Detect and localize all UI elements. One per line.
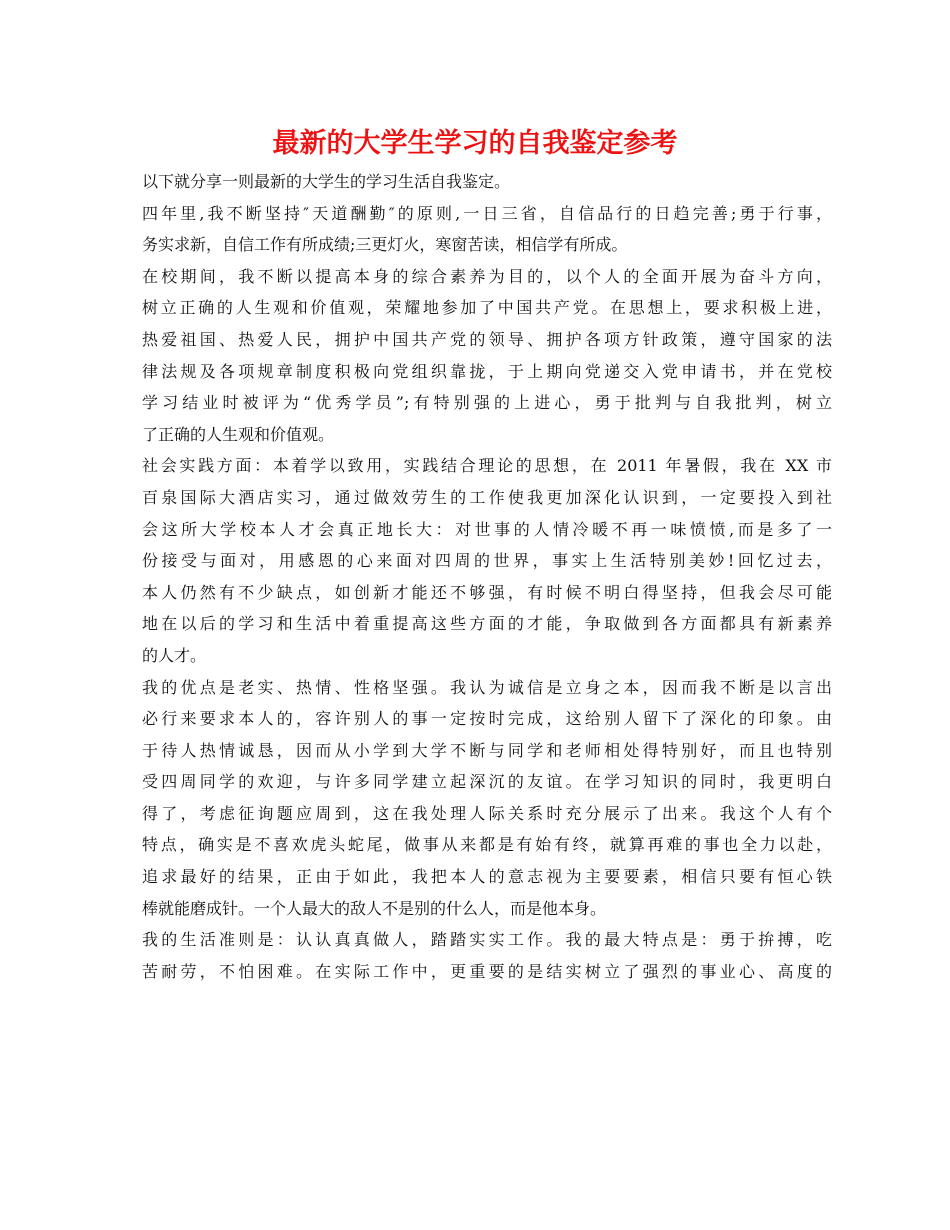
body-line: 四年里,我不断坚持″天道酬勤″的原则,一日三省，自信品行的日趋完善;勇于行事， bbox=[142, 203, 832, 223]
body-line: 在校期间，我不断以提高本身的综合素养为目的，以个人的全面开展为奋斗方向， bbox=[142, 266, 832, 286]
body-line: 律法规及各项规章制度积极向党组织靠拢，于上期向党递交入党申请书，并在党校 bbox=[142, 361, 832, 381]
body-line: 学习结业时被评为“优秀学员”;有特别强的上进心，勇于批判与自我批判，树立 bbox=[142, 393, 832, 413]
body-line: 必行来要求本人的，容许别人的事一定按时完成，这给别人留下了深化的印象。由 bbox=[142, 709, 832, 729]
body-line: 的人才。 bbox=[142, 645, 207, 665]
body-line: 会这所大学校本人才会真正地长大：对世事的人情冷暖不再一味愤愤,而是多了一 bbox=[142, 519, 832, 539]
body-line: 苦耐劳，不怕困难。在实际工作中，更重要的是结实树立了强烈的事业心、高度的 bbox=[142, 961, 832, 981]
body-line: 以下就分享一则最新的大学生的学习生活自我鉴定。 bbox=[142, 172, 511, 191]
body-line: 份接受与面对，用感恩的心来面对四周的世界，事实上生活特别美妙!回忆过去， bbox=[142, 551, 832, 571]
body-line: 热爱祖国、热爱人民，拥护中国共产党的领导、拥护各项方针政策，遵守国家的法 bbox=[142, 329, 832, 349]
body-line: 我的生活准则是：认认真真做人，踏踏实实工作。我的最大特点是：勇于拚搏，吃 bbox=[142, 930, 832, 950]
body-line: 于待人热情诚恳，因而从小学到大学不断与同学和老师相处得特别好，而且也特别 bbox=[142, 740, 832, 760]
body-line: 树立正确的人生观和价值观，荣耀地参加了中国共产党。在思想上，要求积极上进， bbox=[142, 298, 832, 318]
body-line: 务实求新，自信工作有所成绩;三更灯火，寒窗苦读，相信学有所成。 bbox=[142, 235, 628, 255]
body-line: 地在以后的学习和生活中着重提高这些方面的才能，争取做到各方面都具有新素养 bbox=[142, 614, 832, 634]
document-body bbox=[142, 166, 832, 987]
body-line: 本人仍然有不少缺点，如创新才能还不够强，有时候不明白得坚持，但我会尽可能 bbox=[142, 582, 832, 602]
body-line: 特点，确实是不喜欢虎头蛇尾，做事从来都是有始有终，就算再难的事也全力以赴， bbox=[142, 835, 832, 855]
body-line: 了正确的人生观和价值观。 bbox=[142, 424, 335, 444]
body-line: 追求最好的结果，正由于如此，我把本人的意志视为主要要素，相信只要有恒心铁 bbox=[142, 867, 832, 887]
document-title: 最新的大学生学习的自我鉴定参考 bbox=[272, 128, 678, 159]
body-line: 我的优点是老实、热情、性格坚强。我认为诚信是立身之本，因而我不断是以言出 bbox=[142, 677, 832, 697]
body-line: 棒就能磨成针。一个人最大的敌人不是别的什么人，而是他本身。 bbox=[142, 898, 607, 918]
body-line: 百泉国际大酒店实习，通过做效劳生的工作使我更加深化认识到，一定要投入到社 bbox=[142, 487, 832, 507]
body-line: 社会实践方面：本着学以致用，实践结合理论的思想，在 2011 年暑假，我在 XX 市 bbox=[142, 456, 832, 476]
body-line: 得了，考虑征询题应周到，这在我处理人际关系时充分展示了出来。我这个人有个 bbox=[142, 803, 832, 823]
body-line: 受四周同学的欢迎，与许多同学建立起深沉的友谊。在学习知识的同时，我更明白 bbox=[142, 772, 832, 792]
